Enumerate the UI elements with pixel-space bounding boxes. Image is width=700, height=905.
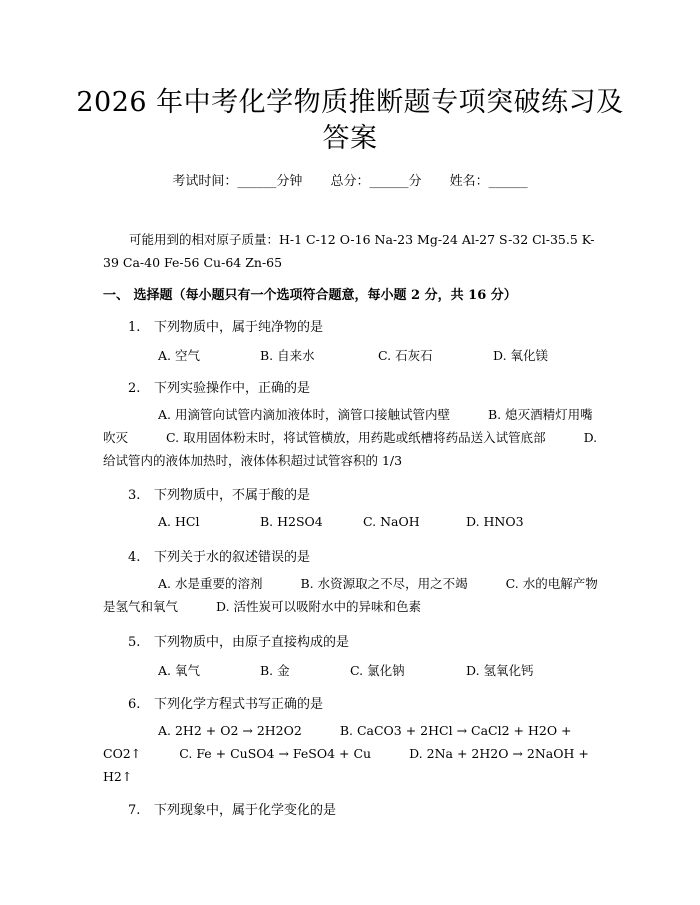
option-a: A. 用滴管向试管内滴加液体时，滴管口接触试管内壁 — [158, 407, 450, 422]
question-stem: 下列化学方程式书写正确的是 — [154, 697, 324, 712]
option-b: B. 水资源取之不尽，用之不竭 — [300, 576, 468, 591]
question-number: 4. — [128, 550, 141, 565]
total-score-field: 总分：______分 — [330, 174, 422, 189]
document-title-line-2: 答案 — [322, 123, 378, 154]
question-number: 2. — [128, 381, 141, 396]
question-stem: 下列关于水的叙述错误的是 — [154, 550, 311, 565]
question-number: 3. — [128, 488, 141, 503]
option-b: B. 金 — [260, 663, 290, 678]
option-d: D. 氢氧化钙 — [466, 663, 534, 678]
question-4 — [128, 546, 310, 565]
option-a: A. 水是重要的溶剂 — [158, 576, 263, 591]
option-c: C. NaOH — [363, 514, 420, 529]
question-stem: 下列物质中，属于纯净物的是 — [154, 320, 324, 335]
question-stem: 下列物质中，由原子直接构成的是 — [154, 635, 350, 650]
option-d: D. HNO3 — [466, 514, 524, 529]
exam-info-line — [100, 170, 600, 189]
question-3 — [128, 484, 310, 503]
option-b: B. H2SO4 — [260, 514, 323, 529]
question-stem: 下列实验操作中，正确的是 — [154, 381, 311, 396]
option-c: C. Fe + CuSO4 → FeSO4 + Cu — [179, 746, 372, 761]
option-b: B. CaCO3 + 2HCl → CaCl2 + H2O + CO2↑ — [103, 723, 572, 761]
question-stem: 下列物质中，不属于酸的是 — [154, 488, 311, 503]
question-4-options — [103, 572, 600, 618]
option-d: D. 给试管内的液体加热时，液体体积超过试管容积的 1/3 — [103, 430, 598, 468]
option-b: B. 熄灭酒精灯用嘴吹灭 — [103, 407, 593, 445]
question-number: 7. — [128, 803, 141, 818]
atomic-masses-note: 可能用到的相对原子质量：H-1 C-12 O-16 Na-23 Mg-24 Al-27 S-32 Cl-35.5 K-39 Ca-40 Fe-56 Cu-64 Zn-65 — [103, 232, 595, 270]
question-number: 6. — [128, 697, 141, 712]
option-b: B. 自来水 — [260, 348, 315, 363]
option-c: C. 石灰石 — [378, 348, 433, 363]
option-d: D. 氧化镁 — [493, 348, 549, 363]
question-6-options — [103, 719, 600, 788]
question-7 — [128, 799, 336, 818]
question-2 — [128, 377, 310, 396]
section-title: 一、 选择题（每小题只有一个选项符合题意，每小题 2 分，共 16 分） — [103, 288, 517, 303]
option-a: A. HCl — [158, 514, 200, 529]
exam-time-field: 考试时间：______分钟 — [172, 174, 303, 189]
option-a: A. 空气 — [158, 348, 200, 363]
question-2-options — [103, 403, 600, 472]
question-1 — [128, 316, 323, 335]
option-c: C. 取用固体粉末时，将试管横放，用药匙或纸槽将药品送入试管底部 — [166, 430, 546, 445]
question-5 — [128, 631, 349, 650]
question-number: 5. — [128, 635, 141, 650]
question-number: 1. — [128, 320, 141, 335]
option-a: A. 氧气 — [158, 663, 200, 678]
document-title-line-1: 2026 年中考化学物质推断题专项突破练习及 — [76, 87, 624, 118]
option-c: C. 氯化钠 — [350, 663, 405, 678]
option-d: D. 活性炭可以吸附水中的异味和色素 — [216, 599, 422, 614]
option-a: A. 2H2 + O2 → 2H2O2 — [158, 723, 302, 738]
option-c: C. 水的电解产物是氢气和氧气 — [103, 576, 598, 614]
question-6 — [128, 693, 323, 712]
option-d: D. 2Na + 2H2O → 2NaOH + H2↑ — [103, 746, 589, 784]
student-name-field: 姓名：______ — [449, 174, 528, 189]
question-stem: 下列现象中，属于化学变化的是 — [154, 803, 337, 818]
